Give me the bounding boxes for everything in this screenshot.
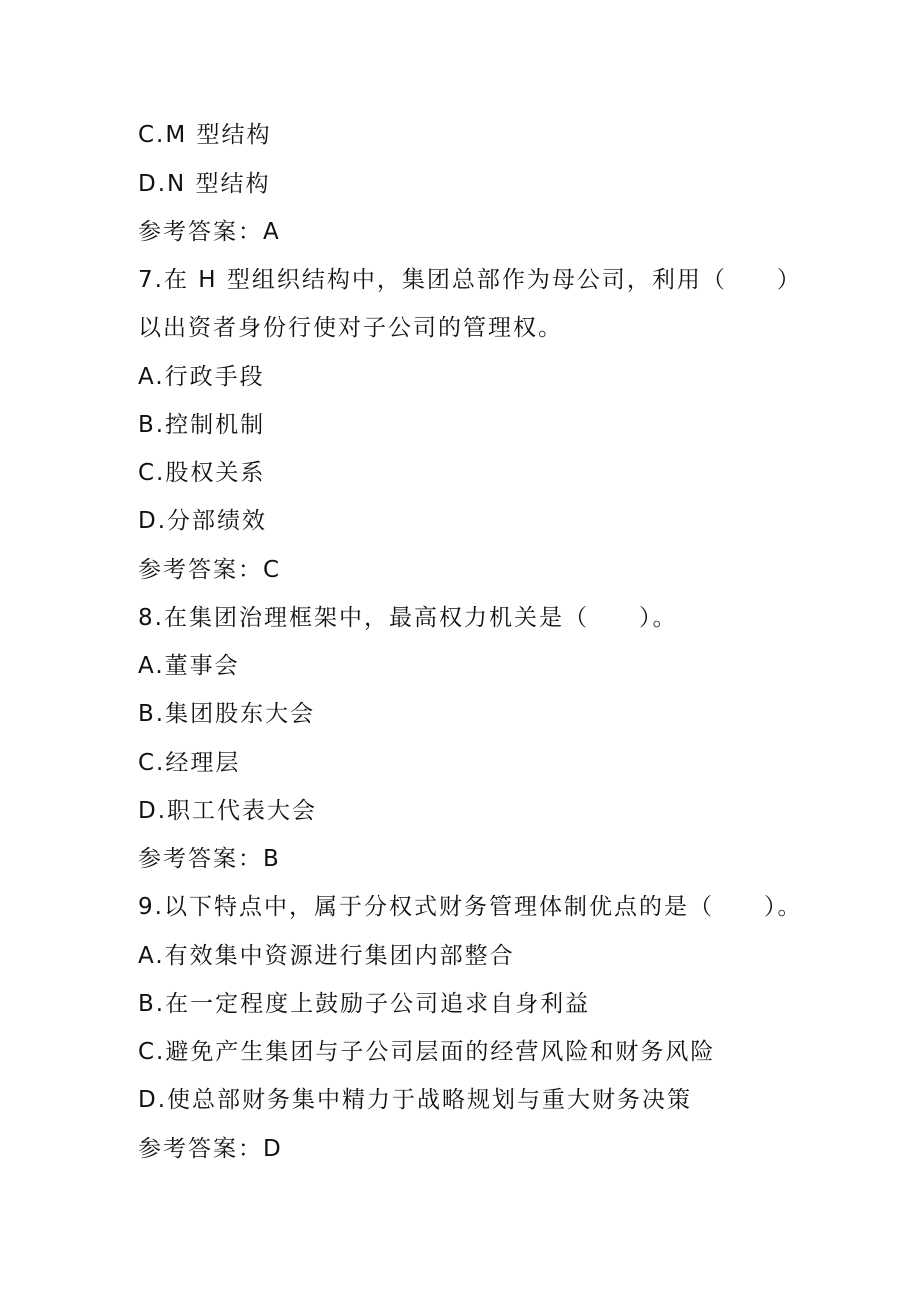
question-7-line-1: 7.在 H 型组织结构中，集团总部作为母公司，利用（ ）: [138, 267, 802, 293]
option-b-q8: B.集团股东大会: [138, 701, 316, 727]
option-c-q7: C.股权关系: [138, 460, 266, 486]
option-d-q9: D.使总部财务集中精力于战略规划与重大财务决策: [138, 1087, 693, 1113]
option-b-q7: B.控制机制: [138, 412, 266, 438]
answer-q9: 参考答案：D: [138, 1136, 283, 1162]
option-d-q6: D.N 型结构: [138, 171, 271, 197]
option-d-q8: D.职工代表大会: [138, 798, 318, 824]
option-c-q9: C.避免产生集团与子公司层面的经营风险和财务风险: [138, 1039, 716, 1065]
option-b-q9: B.在一定程度上鼓励子公司追求自身利益: [138, 991, 591, 1017]
option-a-q9: A.有效集中资源进行集团内部整合: [138, 943, 515, 969]
question-9: 9.以下特点中，属于分权式财务管理体制优点的是（ ）。: [138, 894, 803, 920]
question-8: 8.在集团治理框架中，最高权力机关是（ ）。: [138, 605, 678, 631]
answer-q8: 参考答案：B: [138, 846, 281, 872]
option-a-q8: A.董事会: [138, 653, 240, 679]
option-d-q7: D.分部绩效: [138, 508, 268, 534]
question-7-line-2: 以出资者身份行使对子公司的管理权。: [138, 315, 563, 341]
option-c-q8: C.经理层: [138, 750, 241, 776]
option-a-q7: A.行政手段: [138, 364, 265, 390]
answer-q6: 参考答案：A: [138, 219, 281, 245]
answer-q7: 参考答案：C: [138, 557, 282, 583]
option-c-q6: C.M 型结构: [138, 122, 272, 148]
